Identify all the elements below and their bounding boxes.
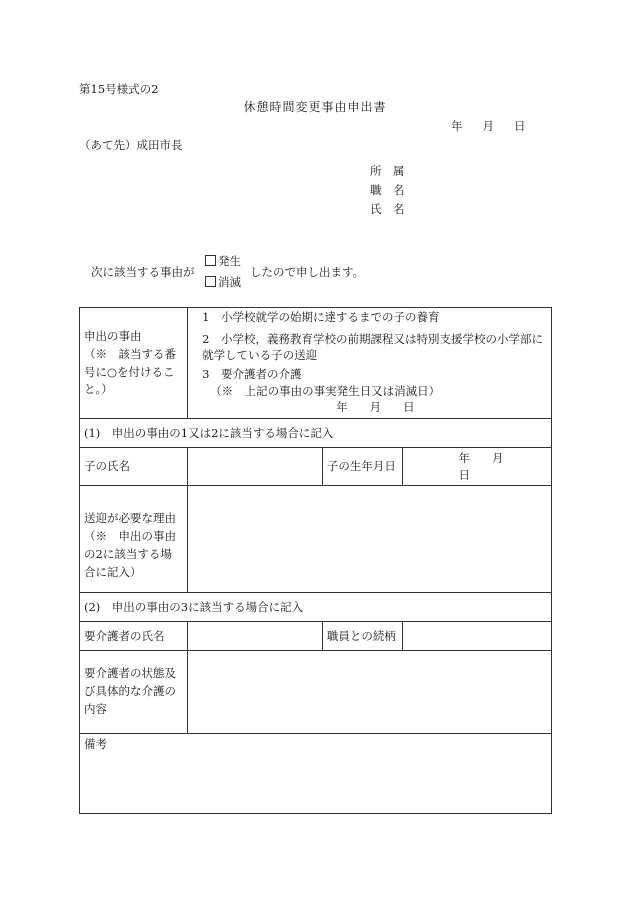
year-label: 年 [458,451,470,466]
day-label: 日 [514,119,526,133]
checkbox-occurrence[interactable] [205,255,216,266]
care-recipient-name-label: 要介護者の氏名 [80,622,188,651]
reason-note: （※ 上記の事由の事実発生日又は消滅日） [210,383,441,398]
month-label: 月 [369,400,382,415]
reason-item-2: 2 小学校，義務教育学校の前期課程又は特別支援学校の小学部に就学している子の送迎 [202,331,543,363]
signature-affiliation [370,165,417,178]
option-extinction-label: 消滅 [218,275,241,289]
care-recipient-name-field[interactable] [188,622,323,651]
remarks-field[interactable] [80,734,552,814]
relation-label: 職員との続柄 [322,622,403,651]
option-extinction[interactable] [205,276,241,289]
name-label: 氏 名 [370,202,405,216]
signature-name [370,203,417,216]
option-occurrence[interactable] [205,255,241,268]
day-label: 日 [403,400,415,415]
child-name-field[interactable] [188,448,323,486]
section2-header: (2) 申出の事由の3に該当する場合に記入 [80,593,552,622]
child-birth-field[interactable] [403,448,552,486]
checkbox-extinction[interactable] [205,276,216,287]
day-label: 日 [458,467,470,482]
year-label: 年 [336,400,348,415]
position-label: 職 名 [370,183,405,197]
section1-header: (1) 申出の事由の1又は2に該当する場合に記入 [80,419,552,448]
reason-item-1: 1 小学校就学の始期に達するまでの子の養育 [202,310,440,324]
reason-date [192,399,547,416]
reason-item-3: 3 要介護者の介護 [202,367,302,382]
year-label: 年 [451,119,463,133]
child-birth-label: 子の生年月日 [322,448,403,486]
document-title: 休憩時間変更事由申出書 [243,100,387,114]
care-state-label: 要介護者の状態及び具体的な介護の内容 [80,651,188,734]
month-label: 月 [482,119,494,133]
statement-suffix: したので申し出ます。 [250,265,365,279]
transport-reason-label: 送迎が必要な理由 （※ 申出の事由の2に該当する場合に記入） [80,486,188,593]
option-occurrence-label: 発生 [218,254,241,268]
submission-date [451,120,546,133]
transport-reason-field[interactable] [188,486,552,593]
reason-label: 申出の事由 （※ 該当する番号に○を付けること。） [80,308,188,419]
addressee: （あて先）成田市長 [79,138,183,152]
signature-position [370,184,417,197]
affiliation-label: 所 属 [370,164,405,178]
month-label: 月 [491,451,504,466]
child-name-label: 子の氏名 [80,448,188,486]
remarks-label: 備考 [84,737,107,752]
form-number: 第15号様式の2 [79,82,159,96]
care-state-field[interactable] [188,651,552,734]
reason-items[interactable] [188,308,552,419]
statement-prefix: 次に該当する事由が [91,265,195,279]
relation-field[interactable] [403,622,552,651]
application-form-table [79,307,552,814]
